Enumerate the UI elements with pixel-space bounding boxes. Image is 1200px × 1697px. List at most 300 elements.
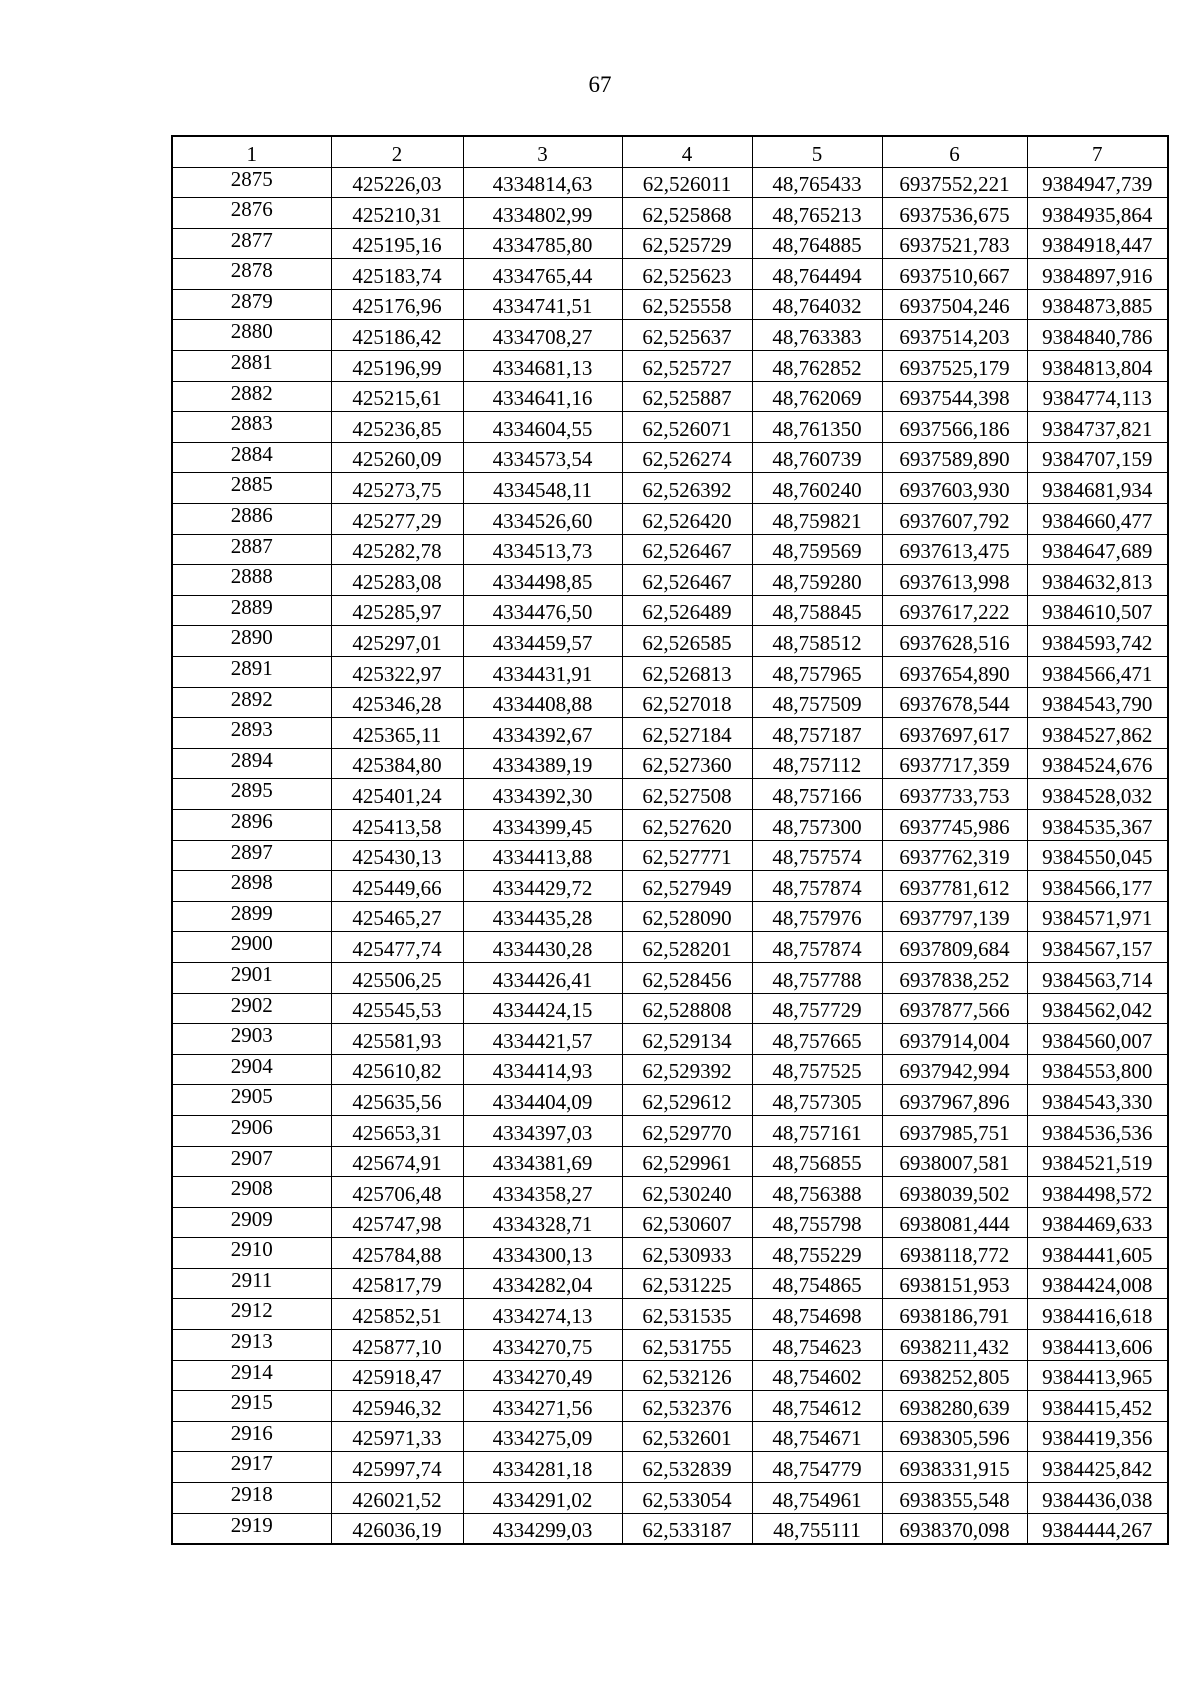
- table-cell: 9384897,916: [1027, 259, 1168, 290]
- table-cell: 62,532376: [622, 1391, 752, 1422]
- table-cell: 48,754698: [752, 1299, 882, 1330]
- table-cell: 9384873,885: [1027, 289, 1168, 320]
- table-row: [172, 534, 1168, 565]
- point-number-cell: 2882: [172, 381, 331, 412]
- table-cell: 4334459,57: [463, 626, 622, 657]
- table-row: [172, 1054, 1168, 1085]
- table-cell: 62,527508: [622, 779, 752, 810]
- table-row: [172, 779, 1168, 810]
- table-cell: 4334802,99: [463, 198, 622, 229]
- table-cell: 425196,99: [331, 351, 463, 382]
- table-cell: 9384566,177: [1027, 871, 1168, 902]
- point-number-cell: 2904: [172, 1054, 331, 1085]
- table-cell: 4334741,51: [463, 289, 622, 320]
- table-cell: 6938355,548: [882, 1483, 1027, 1514]
- table-row: [172, 351, 1168, 382]
- point-number-cell: 2918: [172, 1483, 331, 1514]
- table-row: [172, 1299, 1168, 1330]
- table-cell: 48,755798: [752, 1207, 882, 1238]
- table-cell: 425297,01: [331, 626, 463, 657]
- table-cell: 9384441,605: [1027, 1238, 1168, 1269]
- table-cell: 48,754623: [752, 1330, 882, 1361]
- point-number-cell: 2886: [172, 504, 331, 535]
- table-cell: 9384681,934: [1027, 473, 1168, 504]
- table-row: [172, 198, 1168, 229]
- table-cell: 6938186,791: [882, 1299, 1027, 1330]
- point-number-cell: 2917: [172, 1452, 331, 1483]
- table-cell: 425449,66: [331, 871, 463, 902]
- point-number-cell: 2915: [172, 1391, 331, 1422]
- table-row: [172, 228, 1168, 259]
- table-cell: 62,531755: [622, 1330, 752, 1361]
- point-number-cell: 2906: [172, 1115, 331, 1146]
- table-cell: 6937607,792: [882, 504, 1027, 535]
- table-cell: 4334430,28: [463, 932, 622, 963]
- table-cell: 6937914,004: [882, 1024, 1027, 1055]
- table-cell: 4334431,91: [463, 657, 622, 688]
- table-cell: 62,531535: [622, 1299, 752, 1330]
- table-cell: 425545,53: [331, 993, 463, 1024]
- table-cell: 9384521,519: [1027, 1146, 1168, 1177]
- table-row: [172, 167, 1168, 198]
- point-number-cell: 2898: [172, 871, 331, 902]
- point-number-cell: 2900: [172, 932, 331, 963]
- table-cell: 9384840,786: [1027, 320, 1168, 351]
- table-cell: 9384660,477: [1027, 504, 1168, 535]
- table-cell: 425283,08: [331, 565, 463, 596]
- table-cell: 62,527184: [622, 718, 752, 749]
- table-cell: 425236,85: [331, 412, 463, 443]
- table-cell: 9384593,742: [1027, 626, 1168, 657]
- table-cell: 48,757874: [752, 932, 882, 963]
- table-cell: 48,759280: [752, 565, 882, 596]
- table-cell: 9384774,113: [1027, 381, 1168, 412]
- table-cell: 4334424,15: [463, 993, 622, 1024]
- table-cell: 6937809,684: [882, 932, 1027, 963]
- table-cell: 6937510,667: [882, 259, 1027, 290]
- table-row: [172, 1452, 1168, 1483]
- table-cell: 62,526274: [622, 442, 752, 473]
- point-number-cell: 2902: [172, 993, 331, 1024]
- table-cell: 4334397,03: [463, 1115, 622, 1146]
- table-cell: 6937967,896: [882, 1085, 1027, 1116]
- page-number: 67: [588, 72, 612, 97]
- table-cell: 6938211,432: [882, 1330, 1027, 1361]
- table-row: [172, 748, 1168, 779]
- table-cell: 425282,78: [331, 534, 463, 565]
- table-cell: 4334328,71: [463, 1207, 622, 1238]
- table-cell: 425186,42: [331, 320, 463, 351]
- table-cell: 4334392,30: [463, 779, 622, 810]
- table-cell: 62,533187: [622, 1513, 752, 1544]
- point-number-cell: 2875: [172, 167, 331, 198]
- table-cell: 9384413,965: [1027, 1360, 1168, 1391]
- table-cell: 62,530607: [622, 1207, 752, 1238]
- table-cell: 425226,03: [331, 167, 463, 198]
- table-cell: 4334814,63: [463, 167, 622, 198]
- table-cell: 6937504,246: [882, 289, 1027, 320]
- point-number-cell: 2899: [172, 901, 331, 932]
- table-cell: 9384444,267: [1027, 1513, 1168, 1544]
- table-cell: 62,526392: [622, 473, 752, 504]
- table-row: [172, 259, 1168, 290]
- table-cell: 62,529770: [622, 1115, 752, 1146]
- table-row: [172, 993, 1168, 1024]
- table-cell: 4334604,55: [463, 412, 622, 443]
- table-cell: 4334281,18: [463, 1452, 622, 1483]
- table-cell: 62,526813: [622, 657, 752, 688]
- table-cell: 6938280,639: [882, 1391, 1027, 1422]
- table-cell: 9384419,356: [1027, 1421, 1168, 1452]
- table-cell: 9384947,739: [1027, 167, 1168, 198]
- table-cell: 48,754961: [752, 1483, 882, 1514]
- table-cell: 6937617,222: [882, 595, 1027, 626]
- table-cell: 6938039,502: [882, 1177, 1027, 1208]
- table-cell: 425918,47: [331, 1360, 463, 1391]
- point-number-cell: 2876: [172, 198, 331, 229]
- table-cell: 62,530240: [622, 1177, 752, 1208]
- column-header: 1: [172, 136, 331, 167]
- table-cell: 48,757187: [752, 718, 882, 749]
- table-cell: 62,532126: [622, 1360, 752, 1391]
- table-cell: 62,525558: [622, 289, 752, 320]
- table-cell: 6937697,617: [882, 718, 1027, 749]
- point-number-cell: 2879: [172, 289, 331, 320]
- table-row: [172, 1177, 1168, 1208]
- table-cell: 6937877,566: [882, 993, 1027, 1024]
- table-cell: 6937613,475: [882, 534, 1027, 565]
- table-cell: 9384424,008: [1027, 1268, 1168, 1299]
- table-cell: 425653,31: [331, 1115, 463, 1146]
- table-cell: 425413,58: [331, 809, 463, 840]
- table-row: [172, 412, 1168, 443]
- table-cell: 4334404,09: [463, 1085, 622, 1116]
- table-row: [172, 1146, 1168, 1177]
- table-cell: 4334421,57: [463, 1024, 622, 1055]
- table-cell: 48,757976: [752, 901, 882, 932]
- table-cell: 425183,74: [331, 259, 463, 290]
- table-cell: 425273,75: [331, 473, 463, 504]
- table-cell: 48,757112: [752, 748, 882, 779]
- table-cell: 4334526,60: [463, 504, 622, 535]
- table-cell: 62,525729: [622, 228, 752, 259]
- table-cell: 9384550,045: [1027, 840, 1168, 871]
- table-cell: 48,757161: [752, 1115, 882, 1146]
- table-cell: 6937745,986: [882, 809, 1027, 840]
- table-cell: 425610,82: [331, 1054, 463, 1085]
- table-cell: 9384536,536: [1027, 1115, 1168, 1146]
- table-cell: 425365,11: [331, 718, 463, 749]
- table-cell: 425817,79: [331, 1268, 463, 1299]
- point-number-cell: 2905: [172, 1085, 331, 1116]
- table-row: [172, 473, 1168, 504]
- table-cell: 4334270,49: [463, 1360, 622, 1391]
- table-cell: 425195,16: [331, 228, 463, 259]
- table-row: [172, 1391, 1168, 1422]
- table-cell: 62,532839: [622, 1452, 752, 1483]
- table-cell: 62,529961: [622, 1146, 752, 1177]
- table-cell: 62,528456: [622, 962, 752, 993]
- table-cell: 6937521,783: [882, 228, 1027, 259]
- table-cell: 62,526585: [622, 626, 752, 657]
- table-cell: 4334358,27: [463, 1177, 622, 1208]
- table-cell: 62,526011: [622, 167, 752, 198]
- coordinates-table: [171, 135, 1169, 1545]
- column-header: 3: [463, 136, 622, 167]
- table-cell: 4334765,44: [463, 259, 622, 290]
- table-cell: 6937525,179: [882, 351, 1027, 382]
- table-cell: 4334275,09: [463, 1421, 622, 1452]
- table-cell: 48,761350: [752, 412, 882, 443]
- table-row: [172, 932, 1168, 963]
- table-cell: 48,754612: [752, 1391, 882, 1422]
- table-row: [172, 962, 1168, 993]
- table-cell: 62,525727: [622, 351, 752, 382]
- table-cell: 62,525868: [622, 198, 752, 229]
- table-cell: 425285,97: [331, 595, 463, 626]
- table-cell: 62,527771: [622, 840, 752, 871]
- point-number-cell: 2913: [172, 1330, 331, 1361]
- table-cell: 425674,91: [331, 1146, 463, 1177]
- table-cell: 6937797,139: [882, 901, 1027, 932]
- table-row: [172, 504, 1168, 535]
- table-row: [172, 1421, 1168, 1452]
- table-cell: 9384567,157: [1027, 932, 1168, 963]
- point-number-cell: 2887: [172, 534, 331, 565]
- table-cell: 9384707,159: [1027, 442, 1168, 473]
- table-cell: 62,528201: [622, 932, 752, 963]
- table-cell: 48,757525: [752, 1054, 882, 1085]
- table-cell: 62,532601: [622, 1421, 752, 1452]
- table-header-row: [172, 136, 1168, 167]
- table-cell: 62,533054: [622, 1483, 752, 1514]
- table-row: [172, 901, 1168, 932]
- table-cell: 4334573,54: [463, 442, 622, 473]
- table-cell: 425401,24: [331, 779, 463, 810]
- table-cell: 6937589,890: [882, 442, 1027, 473]
- table-cell: 6937544,398: [882, 381, 1027, 412]
- table-cell: 9384563,714: [1027, 962, 1168, 993]
- table-cell: 48,764494: [752, 259, 882, 290]
- table-row: [172, 289, 1168, 320]
- table-cell: 48,762069: [752, 381, 882, 412]
- table-cell: 4334708,27: [463, 320, 622, 351]
- table-row: [172, 1115, 1168, 1146]
- table-row: [172, 1207, 1168, 1238]
- table-cell: 4334271,56: [463, 1391, 622, 1422]
- table-cell: 6937613,998: [882, 565, 1027, 596]
- table-cell: 48,760739: [752, 442, 882, 473]
- table-row: [172, 595, 1168, 626]
- table-row: [172, 442, 1168, 473]
- table-cell: 6937536,675: [882, 198, 1027, 229]
- table-cell: 62,528090: [622, 901, 752, 932]
- table-cell: 4334291,02: [463, 1483, 622, 1514]
- point-number-cell: 2885: [172, 473, 331, 504]
- table-cell: 62,529612: [622, 1085, 752, 1116]
- table-cell: 48,756855: [752, 1146, 882, 1177]
- table-cell: 48,755229: [752, 1238, 882, 1269]
- table-cell: 9384527,862: [1027, 718, 1168, 749]
- table-row: [172, 718, 1168, 749]
- table-cell: 48,754865: [752, 1268, 882, 1299]
- point-number-cell: 2909: [172, 1207, 331, 1238]
- table-cell: 6937942,994: [882, 1054, 1027, 1085]
- table-row: [172, 809, 1168, 840]
- table-cell: 62,529392: [622, 1054, 752, 1085]
- table-row: [172, 381, 1168, 412]
- table-cell: 6937985,751: [882, 1115, 1027, 1146]
- point-number-cell: 2891: [172, 657, 331, 688]
- table-cell: 62,530933: [622, 1238, 752, 1269]
- table-row: [172, 1238, 1168, 1269]
- table-cell: 426036,19: [331, 1513, 463, 1544]
- point-number-cell: 2881: [172, 351, 331, 382]
- point-number-cell: 2884: [172, 442, 331, 473]
- table-cell: 4334270,75: [463, 1330, 622, 1361]
- point-number-cell: 2908: [172, 1177, 331, 1208]
- table-cell: 6938370,098: [882, 1513, 1027, 1544]
- table-cell: 48,755111: [752, 1513, 882, 1544]
- table-cell: 6938305,596: [882, 1421, 1027, 1452]
- table-cell: 62,531225: [622, 1268, 752, 1299]
- table-cell: 9384571,971: [1027, 901, 1168, 932]
- point-number-cell: 2888: [172, 565, 331, 596]
- point-number-cell: 2907: [172, 1146, 331, 1177]
- table-cell: 62,528808: [622, 993, 752, 1024]
- table-cell: 48,757166: [752, 779, 882, 810]
- table-row: [172, 1085, 1168, 1116]
- table-cell: 9384416,618: [1027, 1299, 1168, 1330]
- point-number-cell: 2894: [172, 748, 331, 779]
- point-number-cell: 2910: [172, 1238, 331, 1269]
- table-row: [172, 626, 1168, 657]
- table-cell: 62,526467: [622, 534, 752, 565]
- table-cell: 48,759569: [752, 534, 882, 565]
- table-cell: 6938081,444: [882, 1207, 1027, 1238]
- table-cell: 425852,51: [331, 1299, 463, 1330]
- table-cell: 6937717,359: [882, 748, 1027, 779]
- column-header: 7: [1027, 136, 1168, 167]
- table-cell: 425215,61: [331, 381, 463, 412]
- table-cell: 48,757300: [752, 809, 882, 840]
- table-cell: 9384647,689: [1027, 534, 1168, 565]
- point-number-cell: 2912: [172, 1299, 331, 1330]
- table-cell: 62,525887: [622, 381, 752, 412]
- table-cell: 4334476,50: [463, 595, 622, 626]
- table-cell: 48,757305: [752, 1085, 882, 1116]
- table-cell: 62,527949: [622, 871, 752, 902]
- point-number-cell: 2895: [172, 779, 331, 810]
- table-cell: 48,757574: [752, 840, 882, 871]
- table-row: [172, 1024, 1168, 1055]
- point-number-cell: 2892: [172, 687, 331, 718]
- table-cell: 62,526420: [622, 504, 752, 535]
- table-cell: 9384543,330: [1027, 1085, 1168, 1116]
- table-row: [172, 1330, 1168, 1361]
- table-cell: 48,763383: [752, 320, 882, 351]
- table-cell: 9384813,804: [1027, 351, 1168, 382]
- table-cell: 9384524,676: [1027, 748, 1168, 779]
- table-cell: 425877,10: [331, 1330, 463, 1361]
- table-cell: 48,757788: [752, 962, 882, 993]
- table-cell: 48,765433: [752, 167, 882, 198]
- table-cell: 426021,52: [331, 1483, 463, 1514]
- table-cell: 62,527018: [622, 687, 752, 718]
- table-cell: 48,765213: [752, 198, 882, 229]
- table-cell: 4334641,16: [463, 381, 622, 412]
- table-cell: 48,754779: [752, 1452, 882, 1483]
- table-row: [172, 657, 1168, 688]
- table-cell: 425430,13: [331, 840, 463, 871]
- point-number-cell: 2889: [172, 595, 331, 626]
- point-number-cell: 2878: [172, 259, 331, 290]
- table-body: [172, 167, 1168, 1544]
- table-cell: 425971,33: [331, 1421, 463, 1452]
- table-cell: 9384632,813: [1027, 565, 1168, 596]
- table-cell: 425706,48: [331, 1177, 463, 1208]
- table-cell: 425477,74: [331, 932, 463, 963]
- table-cell: 4334785,80: [463, 228, 622, 259]
- point-number-cell: 2911: [172, 1268, 331, 1299]
- table-cell: 425260,09: [331, 442, 463, 473]
- table-cell: 9384415,452: [1027, 1391, 1168, 1422]
- table-cell: 6937678,544: [882, 687, 1027, 718]
- table-cell: 6938252,805: [882, 1360, 1027, 1391]
- table-cell: 6937566,186: [882, 412, 1027, 443]
- table-cell: 4334408,88: [463, 687, 622, 718]
- table-cell: 48,757509: [752, 687, 882, 718]
- table-row: [172, 840, 1168, 871]
- table-cell: 6937514,203: [882, 320, 1027, 351]
- table-cell: 4334681,13: [463, 351, 622, 382]
- table-cell: 4334399,45: [463, 809, 622, 840]
- table-cell: 62,526071: [622, 412, 752, 443]
- table-cell: 425635,56: [331, 1085, 463, 1116]
- table-row: [172, 687, 1168, 718]
- table-cell: 9384562,042: [1027, 993, 1168, 1024]
- point-number-cell: 2896: [172, 809, 331, 840]
- point-number-cell: 2883: [172, 412, 331, 443]
- table-cell: 6938007,581: [882, 1146, 1027, 1177]
- table-cell: 6937654,890: [882, 657, 1027, 688]
- table-cell: 4334274,13: [463, 1299, 622, 1330]
- column-header: 5: [752, 136, 882, 167]
- table-cell: 425946,32: [331, 1391, 463, 1422]
- table-cell: 9384935,864: [1027, 198, 1168, 229]
- table-cell: 48,756388: [752, 1177, 882, 1208]
- table-cell: 4334389,19: [463, 748, 622, 779]
- table-cell: 6938151,953: [882, 1268, 1027, 1299]
- point-number-cell: 2901: [172, 962, 331, 993]
- table-cell: 6937781,612: [882, 871, 1027, 902]
- table-cell: 62,526467: [622, 565, 752, 596]
- column-header: 2: [331, 136, 463, 167]
- table-cell: 425747,98: [331, 1207, 463, 1238]
- table-row: [172, 1360, 1168, 1391]
- table-cell: 48,758845: [752, 595, 882, 626]
- table-cell: 9384610,507: [1027, 595, 1168, 626]
- table-cell: 4334426,41: [463, 962, 622, 993]
- table-cell: 9384425,842: [1027, 1452, 1168, 1483]
- table-cell: 9384436,038: [1027, 1483, 1168, 1514]
- table-cell: 4334498,85: [463, 565, 622, 596]
- table-cell: 9384528,032: [1027, 779, 1168, 810]
- table-row: [172, 1268, 1168, 1299]
- table-cell: 6938118,772: [882, 1238, 1027, 1269]
- table-cell: 4334392,67: [463, 718, 622, 749]
- table-cell: 425384,80: [331, 748, 463, 779]
